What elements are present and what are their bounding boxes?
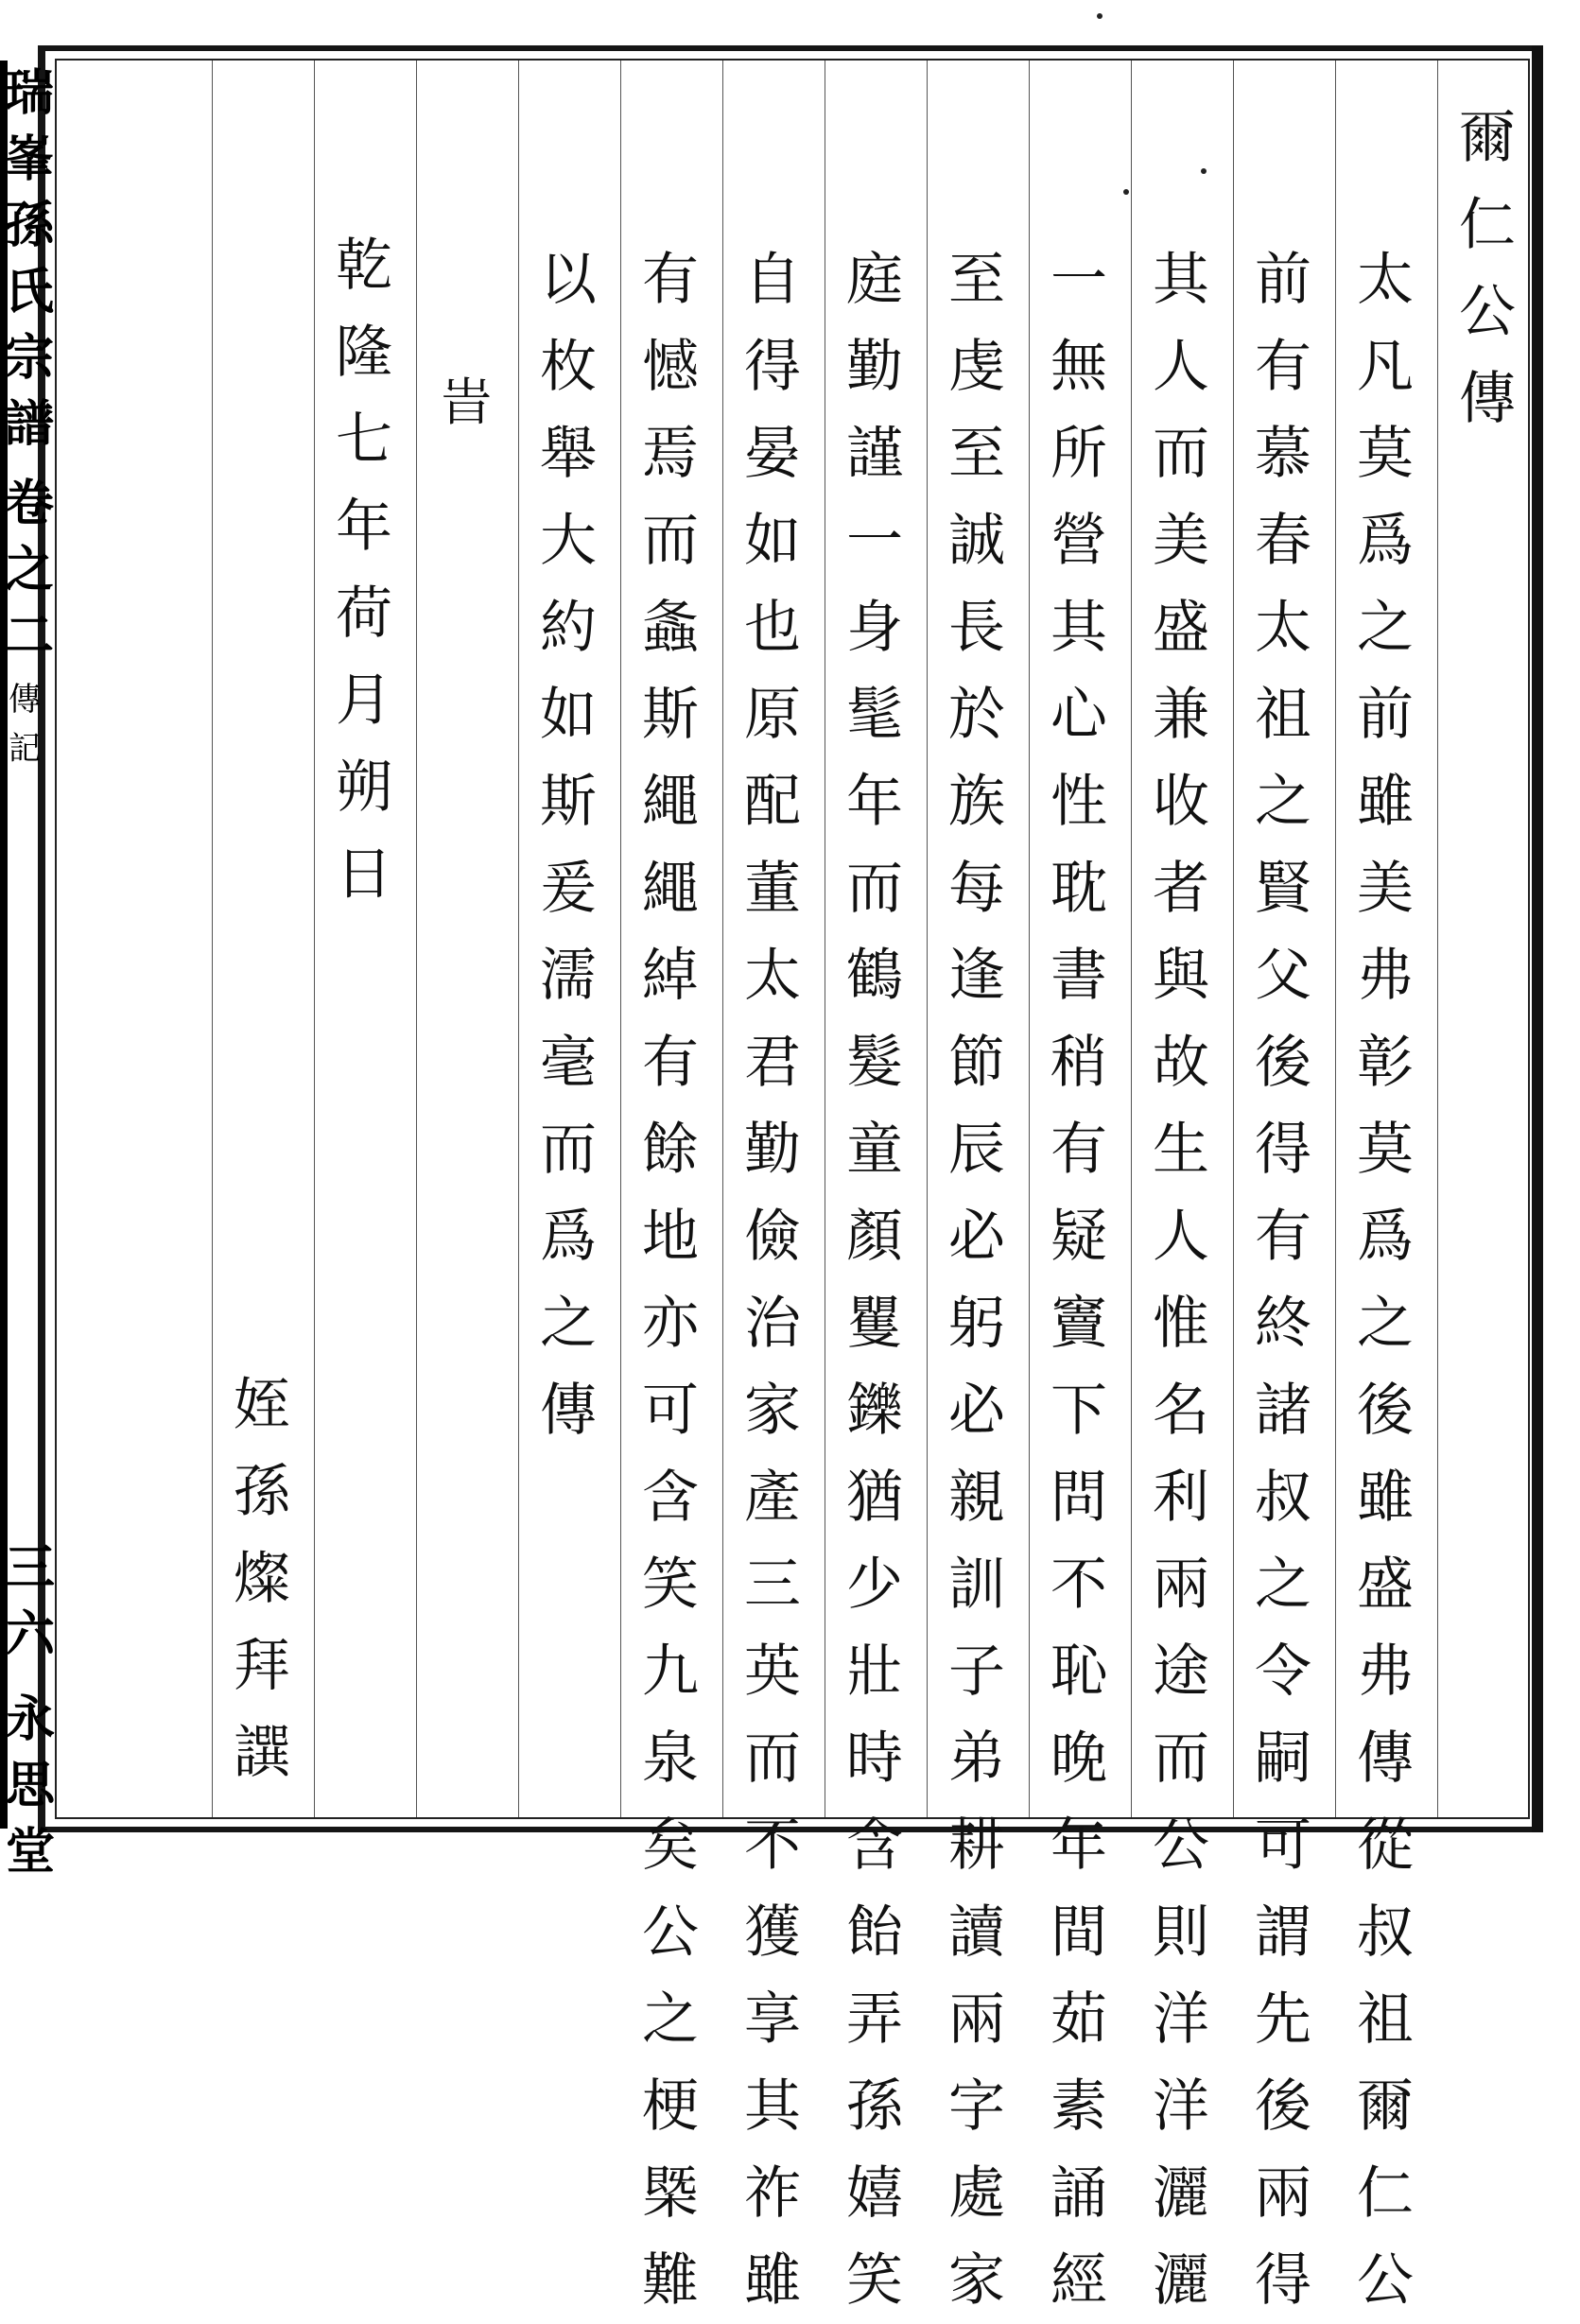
glyph: 至 xyxy=(948,247,1005,313)
glyph: 年 xyxy=(336,494,392,560)
glyph: 美 xyxy=(1357,856,1414,922)
text-column-6 xyxy=(834,236,915,2324)
glyph: 所 xyxy=(1050,421,1107,487)
glyph: 獲 xyxy=(744,1899,801,1966)
column-rule xyxy=(416,61,417,1817)
glyph: 兩 xyxy=(1153,1552,1209,1618)
glyph: 螽 xyxy=(642,595,699,661)
glyph: 美 xyxy=(1153,508,1209,574)
glyph: 茹 xyxy=(1050,1986,1107,2053)
glyph: 顏 xyxy=(846,1204,903,1270)
glyph: 槩 xyxy=(642,2160,699,2227)
column-rule xyxy=(1029,61,1030,1817)
text-column-2 xyxy=(1242,236,1324,2324)
glyph: 荷 xyxy=(336,581,392,647)
glyph: 營 xyxy=(1050,508,1107,574)
glyph: 晚 xyxy=(1050,1726,1107,1792)
glyph: 永 xyxy=(6,1691,56,1748)
glyph: 叔 xyxy=(1357,1899,1414,1966)
glyph: 性 xyxy=(1050,769,1107,835)
glyph: 儉 xyxy=(744,1204,801,1270)
glyph: 而 xyxy=(846,856,903,922)
glyph: 恥 xyxy=(1050,1639,1107,1705)
glyph: 而 xyxy=(1153,421,1209,487)
glyph: 拜 xyxy=(234,1633,290,1699)
glyph: 不 xyxy=(744,1812,801,1879)
glyph: 前 xyxy=(1255,247,1311,313)
glyph: 三 xyxy=(6,1539,56,1597)
glyph: 孫 xyxy=(846,2073,903,2140)
glyph: 笑 xyxy=(642,1552,699,1618)
glyph: 惟 xyxy=(1153,1291,1209,1357)
glyph: 享 xyxy=(744,1986,801,2053)
date-prefix xyxy=(425,359,507,446)
glyph: 處 xyxy=(948,2160,1005,2227)
glyph: 嗣 xyxy=(1255,1726,1311,1792)
glyph: 家 xyxy=(948,2247,1005,2314)
glyph: 有 xyxy=(1255,334,1311,400)
glyph: 有 xyxy=(1255,1204,1311,1270)
glyph: 故 xyxy=(1153,1030,1209,1096)
glyph: 約 xyxy=(540,595,597,661)
glyph: 者 xyxy=(1153,856,1209,922)
glyph: 之 xyxy=(5,541,55,598)
glyph: 耽 xyxy=(1050,856,1107,922)
glyph: 叔 xyxy=(1255,1465,1311,1531)
glyph: 枚 xyxy=(540,334,597,400)
glyph: 仁 xyxy=(1459,192,1516,258)
glyph: 之 xyxy=(1255,769,1311,835)
glyph: 而 xyxy=(642,508,699,574)
glyph: 之 xyxy=(642,1986,699,2053)
column-rule xyxy=(722,61,723,1817)
glyph: 經 xyxy=(1050,2247,1107,2314)
glyph: 矍 xyxy=(846,1291,903,1357)
glyph: 年 xyxy=(846,769,903,835)
glyph: 以 xyxy=(540,247,597,313)
glyph: 朔 xyxy=(336,754,392,821)
glyph: 思 xyxy=(6,1757,56,1814)
glyph: 可 xyxy=(642,1378,699,1444)
glyph: 爲 xyxy=(540,1204,597,1270)
glyph: 兩 xyxy=(1255,2160,1311,2227)
glyph: 孫 xyxy=(5,197,55,254)
glyph: 君 xyxy=(744,1030,801,1096)
glyph: 壯 xyxy=(846,1639,903,1705)
glyph: 斯 xyxy=(540,769,597,835)
glyph: 與 xyxy=(1153,943,1209,1009)
glyph: 日 xyxy=(336,841,392,908)
glyph: 燦 xyxy=(234,1546,290,1612)
glyph: 譜 xyxy=(5,395,55,453)
glyph: 勤 xyxy=(744,1117,801,1183)
glyph: 弗 xyxy=(1357,943,1414,1009)
glyph: 之 xyxy=(1357,595,1414,661)
column-rule xyxy=(1335,61,1336,1817)
glyph: 泉 xyxy=(642,1726,699,1792)
glyph: 後 xyxy=(1255,1030,1311,1096)
glyph: 七 xyxy=(336,407,392,473)
glyph: 一 xyxy=(846,508,903,574)
glyph: 公 xyxy=(1153,1812,1209,1879)
glyph: 晏 xyxy=(744,421,801,487)
glyph: 洋 xyxy=(1153,1986,1209,2053)
ink-speck xyxy=(1097,13,1103,19)
text-column-9 xyxy=(528,236,609,1454)
glyph: 宗 xyxy=(5,329,55,387)
glyph: 髦 xyxy=(846,682,903,748)
text-column-8 xyxy=(630,236,711,2324)
glyph: 公 xyxy=(1357,2247,1414,2314)
glyph: 名 xyxy=(1153,1378,1209,1444)
glyph: 春 xyxy=(1255,508,1311,574)
glyph: 下 xyxy=(1050,1378,1107,1444)
glyph: 姪 xyxy=(234,1372,290,1438)
glyph: 傳 xyxy=(1459,366,1516,432)
glyph: 鶴 xyxy=(846,943,903,1009)
glyph: 間 xyxy=(1050,1899,1107,1966)
glyph: 得 xyxy=(1255,2247,1311,2314)
glyph: 後 xyxy=(1255,2073,1311,2140)
glyph: 自 xyxy=(744,247,801,313)
glyph: 傳 xyxy=(1357,1726,1414,1792)
glyph: 猶 xyxy=(846,1465,903,1531)
glyph: 一 xyxy=(1050,247,1107,313)
glyph: 灑 xyxy=(1153,2247,1209,2314)
glyph: 虔 xyxy=(948,334,1005,400)
glyph: 乾 xyxy=(336,233,392,299)
glyph: 綽 xyxy=(642,943,699,1009)
glyph: 嬉 xyxy=(846,2160,903,2227)
glyph: 而 xyxy=(744,1726,801,1792)
glyph: 瑞 xyxy=(5,64,55,122)
text-column-4 xyxy=(1038,236,1120,2324)
glyph: 逢 xyxy=(948,943,1005,1009)
glyph: 堂 xyxy=(6,1823,56,1881)
glyph: 必 xyxy=(948,1204,1005,1270)
glyph: 字 xyxy=(948,2073,1005,2140)
glyph: 家 xyxy=(744,1378,801,1444)
glyph: 疑 xyxy=(1050,1204,1107,1270)
glyph: 不 xyxy=(1050,1552,1107,1618)
glyph: 雖 xyxy=(1357,1465,1414,1531)
glyph: 公 xyxy=(1459,279,1516,345)
glyph: 矣 xyxy=(642,1812,699,1879)
glyph: 從 xyxy=(1357,1812,1414,1879)
right-border-thick xyxy=(1532,45,1543,1832)
glyph: 舉 xyxy=(540,421,597,487)
glyph: 途 xyxy=(1153,1639,1209,1705)
glyph: 子 xyxy=(948,1639,1005,1705)
glyph: 耕 xyxy=(948,1812,1005,1879)
glyph: 令 xyxy=(1255,1639,1311,1705)
glyph: 配 xyxy=(744,769,801,835)
glyph: 斯 xyxy=(642,682,699,748)
glyph: 讀 xyxy=(948,1899,1005,1966)
glyph: 憾 xyxy=(642,334,699,400)
glyph: 峯 xyxy=(5,130,55,188)
glyph: 弗 xyxy=(1357,1639,1414,1705)
glyph: 問 xyxy=(1050,1465,1107,1531)
margin-page xyxy=(6,1535,56,1668)
margin-volume xyxy=(5,471,55,669)
glyph: 梗 xyxy=(642,2073,699,2140)
glyph: 繩 xyxy=(642,856,699,922)
glyph: 庭 xyxy=(846,247,903,313)
glyph: 記 xyxy=(9,730,41,768)
glyph: 終 xyxy=(1255,1291,1311,1357)
glyph: 收 xyxy=(1153,769,1209,835)
glyph: 爰 xyxy=(540,856,597,922)
glyph: 英 xyxy=(744,1639,801,1705)
glyph: 每 xyxy=(948,856,1005,922)
glyph: 兼 xyxy=(1153,682,1209,748)
glyph: 公 xyxy=(642,1899,699,1966)
glyph: 太 xyxy=(744,943,801,1009)
glyph: 身 xyxy=(846,595,903,661)
glyph: 於 xyxy=(948,682,1005,748)
glyph: 祖 xyxy=(1255,682,1311,748)
glyph: 生 xyxy=(1153,1117,1209,1183)
glyph: 月 xyxy=(336,668,392,734)
glyph: 素 xyxy=(1050,2073,1107,2140)
glyph: 原 xyxy=(744,682,801,748)
glyph: 氏 xyxy=(5,263,55,321)
glyph: 其 xyxy=(1050,595,1107,661)
glyph: 少 xyxy=(846,1552,903,1618)
glyph: 董 xyxy=(744,856,801,922)
glyph: 髮 xyxy=(846,1030,903,1096)
column-rule xyxy=(518,61,519,1817)
glyph: 得 xyxy=(744,334,801,400)
margin-page-number xyxy=(6,1535,56,1885)
glyph: 族 xyxy=(948,769,1005,835)
glyph: 書 xyxy=(1050,943,1107,1009)
glyph: 爲 xyxy=(1357,1204,1414,1270)
text-column-7 xyxy=(732,236,813,2324)
glyph: 可 xyxy=(1255,1812,1311,1879)
glyph: 亦 xyxy=(642,1291,699,1357)
glyph: 心 xyxy=(1050,682,1107,748)
glyph: 毫 xyxy=(540,1030,597,1096)
text-column-5 xyxy=(936,236,1017,2324)
glyph: 難 xyxy=(642,2247,699,2314)
glyph: 凡 xyxy=(1357,334,1414,400)
glyph: 含 xyxy=(642,1465,699,1531)
glyph: 其 xyxy=(1153,247,1209,313)
glyph: 人 xyxy=(1153,334,1209,400)
glyph: 必 xyxy=(948,1378,1005,1444)
glyph: 隆 xyxy=(336,320,392,386)
glyph: 得 xyxy=(1255,1117,1311,1183)
glyph: 笑 xyxy=(846,2247,903,2314)
glyph: 其 xyxy=(744,2073,801,2140)
glyph: 有 xyxy=(642,1030,699,1096)
page-margin xyxy=(5,61,56,1881)
glyph: 洋 xyxy=(1153,2073,1209,2140)
glyph: 而 xyxy=(1153,1726,1209,1792)
date-line xyxy=(323,222,405,918)
glyph: 慕 xyxy=(1255,421,1311,487)
glyph: 稍 xyxy=(1050,1030,1107,1096)
glyph: 先 xyxy=(1255,1986,1311,2053)
glyph: 之 xyxy=(540,1291,597,1357)
glyph: 卷 xyxy=(5,475,55,532)
glyph: 躬 xyxy=(948,1291,1005,1357)
glyph: 弄 xyxy=(846,1986,903,2053)
ink-speck xyxy=(1201,168,1207,174)
glyph: 有 xyxy=(1050,1117,1107,1183)
margin-hall xyxy=(6,1687,56,1885)
column-rule xyxy=(620,61,621,1817)
glyph: 童 xyxy=(846,1117,903,1183)
column-rule xyxy=(927,61,928,1817)
glyph: 孫 xyxy=(234,1459,290,1525)
glyph: 六 xyxy=(6,1605,56,1663)
glyph: 謹 xyxy=(846,421,903,487)
glyph: 濡 xyxy=(540,943,597,1009)
text-column-3 xyxy=(1140,236,1222,2324)
glyph: 辰 xyxy=(948,1117,1005,1183)
glyph: 之 xyxy=(1255,1552,1311,1618)
glyph: 人 xyxy=(1153,1204,1209,1270)
margin-title xyxy=(5,61,55,458)
glyph: 無 xyxy=(1050,334,1107,400)
glyph: 賢 xyxy=(1255,856,1311,922)
glyph: 兩 xyxy=(948,1986,1005,2053)
glyph: 也 xyxy=(744,595,801,661)
glyph: 時 xyxy=(846,1726,903,1792)
glyph: 莫 xyxy=(1357,421,1414,487)
glyph: 訓 xyxy=(948,1552,1005,1618)
glyph: 太 xyxy=(1357,247,1414,313)
document-title xyxy=(1447,95,1528,442)
glyph: 大 xyxy=(540,508,597,574)
glyph: 譔 xyxy=(234,1720,290,1786)
glyph: 如 xyxy=(540,682,597,748)
author-signature xyxy=(221,1361,303,1796)
glyph: 飴 xyxy=(846,1899,903,1966)
glyph: 治 xyxy=(744,1291,801,1357)
glyph: 誠 xyxy=(948,508,1005,574)
glyph: 莫 xyxy=(1357,1117,1414,1183)
glyph: 前 xyxy=(1357,682,1414,748)
glyph: 二 xyxy=(5,607,55,665)
column-rule xyxy=(212,61,213,1817)
glyph: 諸 xyxy=(1255,1378,1311,1444)
text-column-1 xyxy=(1345,236,1426,2324)
glyph: 雖 xyxy=(744,2247,801,2314)
glyph: 焉 xyxy=(642,421,699,487)
glyph: 弟 xyxy=(948,1726,1005,1792)
column-rule xyxy=(1437,61,1438,1817)
glyph: 太 xyxy=(1255,595,1311,661)
glyph: 灑 xyxy=(1153,2160,1209,2227)
glyph: 旹 xyxy=(441,373,492,432)
glyph: 誦 xyxy=(1050,2160,1107,2227)
glyph: 爲 xyxy=(1357,508,1414,574)
glyph: 之 xyxy=(1357,1291,1414,1357)
glyph: 繩 xyxy=(642,769,699,835)
glyph: 仁 xyxy=(1357,2160,1414,2227)
glyph: 後 xyxy=(1357,1378,1414,1444)
glyph: 爾 xyxy=(1357,2073,1414,2140)
glyph: 至 xyxy=(948,421,1005,487)
ink-speck xyxy=(1123,189,1129,195)
glyph: 謂 xyxy=(1255,1899,1311,1966)
glyph: 傳 xyxy=(9,681,41,719)
glyph: 鑠 xyxy=(846,1378,903,1444)
glyph: 盛 xyxy=(1357,1552,1414,1618)
glyph: 而 xyxy=(540,1117,597,1183)
glyph: 祖 xyxy=(1357,1986,1414,2053)
glyph: 彰 xyxy=(1357,1030,1414,1096)
column-rule xyxy=(1131,61,1132,1817)
glyph: 地 xyxy=(642,1204,699,1270)
glyph: 利 xyxy=(1153,1465,1209,1531)
glyph: 勤 xyxy=(846,334,903,400)
glyph: 年 xyxy=(1050,1812,1107,1879)
glyph: 九 xyxy=(642,1639,699,1705)
margin-section xyxy=(6,675,43,773)
glyph: 三 xyxy=(744,1552,801,1618)
column-rule xyxy=(1233,61,1234,1817)
glyph: 有 xyxy=(642,247,699,313)
glyph: 祚 xyxy=(744,2160,801,2227)
glyph: 父 xyxy=(1255,943,1311,1009)
glyph: 親 xyxy=(948,1465,1005,1531)
glyph: 如 xyxy=(744,508,801,574)
glyph: 含 xyxy=(846,1812,903,1879)
glyph: 則 xyxy=(1153,1899,1209,1966)
column-rule xyxy=(314,61,315,1817)
glyph: 餘 xyxy=(642,1117,699,1183)
glyph: 傳 xyxy=(540,1378,597,1444)
glyph: 節 xyxy=(948,1030,1005,1096)
glyph: 爾 xyxy=(1459,105,1516,171)
glyph: 產 xyxy=(744,1465,801,1531)
glyph: 雖 xyxy=(1357,769,1414,835)
glyph: 盛 xyxy=(1153,595,1209,661)
glyph: 竇 xyxy=(1050,1291,1107,1357)
glyph: 長 xyxy=(948,595,1005,661)
